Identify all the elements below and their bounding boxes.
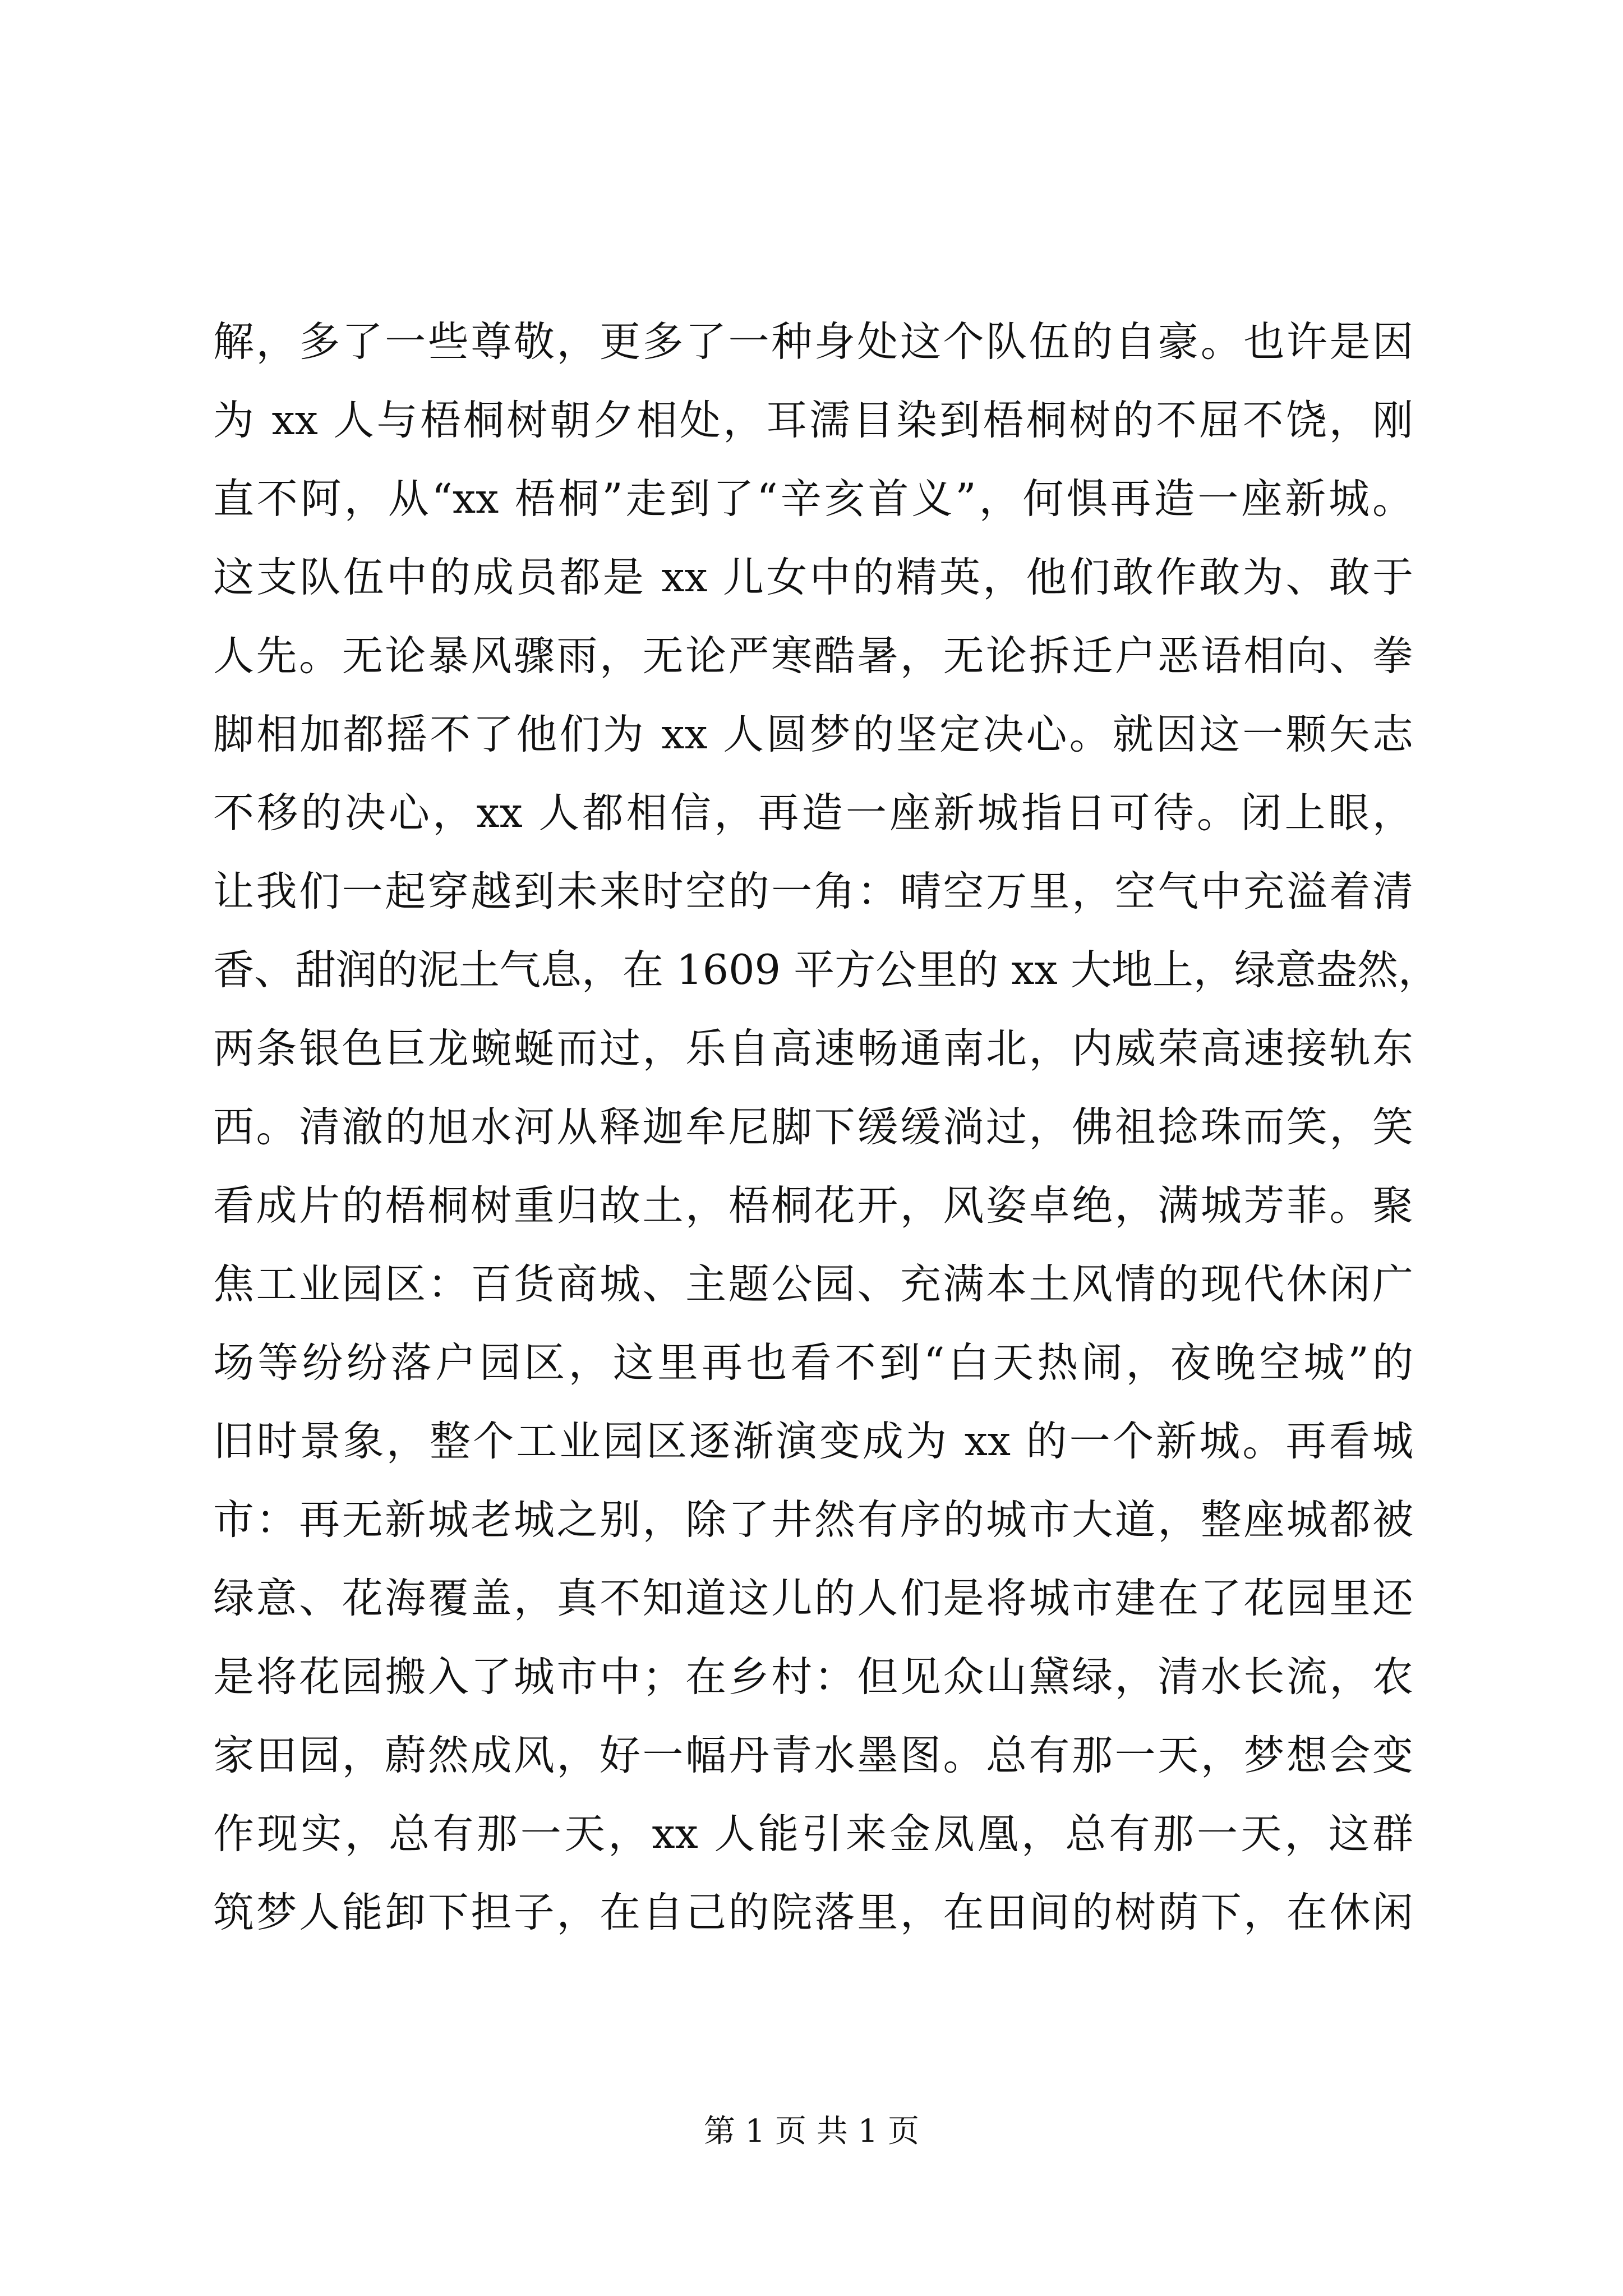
text-line: 场等纷纷落户园区，这里再也看不到“白天热闹，夜晚空城”的 [213, 1339, 1413, 1387]
text-line: 家田园，蔚然成风，好一幅丹青水墨图。总有那一天，梦想会变 [213, 1732, 1413, 1779]
text-line: 两条银色巨龙蜿蜒而过，乐自高速畅通南北，内威荣高速接轨东 [213, 1025, 1413, 1073]
text-line: 看成片的梧桐树重归故土，梧桐花开，风姿卓绝，满城芳菲。聚 [213, 1182, 1413, 1230]
text-line: 让我们一起穿越到未来时空的一角：晴空万里，空气中充溢着清 [213, 868, 1413, 915]
page-number-label: 第 1 页 共 1 页 [703, 2113, 920, 2150]
text-line: 市：再无新城老城之别，除了井然有序的城市大道，整座城都被 [213, 1496, 1413, 1544]
page-footer [0, 2109, 1623, 2154]
text-line: 筑梦人能卸下担子，在自己的院落里，在田间的树荫下，在休闲 [213, 1889, 1413, 1936]
text-line: 脚相加都摇不了他们为 xx 人圆梦的坚定决心。就因这一颗矢志 [213, 711, 1413, 758]
text-line: 是将花园搬入了城市中；在乡村：但见众山黛绿，清水长流，农 [213, 1653, 1413, 1701]
text-line: 焦工业园区：百货商城、主题公园、充满本土风情的现代休闲广 [213, 1260, 1413, 1308]
text-line: 解，多了一些尊敬，更多了一种身处这个队伍的自豪。也许是因 [213, 318, 1413, 366]
text-line: 这支队伍中的成员都是 xx 儿女中的精英，他们敢作敢为、敢于 [213, 554, 1413, 601]
text-line: 作现实，总有那一天，xx 人能引来金凤凰，总有那一天，这群 [213, 1810, 1413, 1858]
text-line: 香、甜润的泥土气息，在 1609 平方公里的 xx 大地上，绿意盎然， [213, 946, 1439, 994]
text-line: 绿意、花海覆盖，真不知道这儿的人们是将城市建在了花园里还 [213, 1575, 1413, 1622]
text-line: 西。清澈的旭水河从释迦牟尼脚下缓缓淌过，佛祖捻珠而笑，笑 [213, 1103, 1413, 1151]
text-line: 为 xx 人与梧桐树朝夕相处，耳濡目染到梧桐树的不屈不饶，刚 [213, 397, 1413, 444]
text-line: 直不阿，从“xx 梧桐”走到了“辛亥首义”，何惧再造一座新城。 [213, 475, 1413, 523]
text-line: 不移的决心，xx 人都相信，再造一座新城指日可待。闭上眼， [213, 789, 1413, 837]
text-line: 旧时景象，整个工业园区逐渐演变成为 xx 的一个新城。再看城 [213, 1418, 1413, 1465]
text-line: 人先。无论暴风骤雨，无论严寒酷暑，无论拆迁户恶语相向、拳 [213, 632, 1413, 680]
body-text [213, 303, 1439, 1952]
